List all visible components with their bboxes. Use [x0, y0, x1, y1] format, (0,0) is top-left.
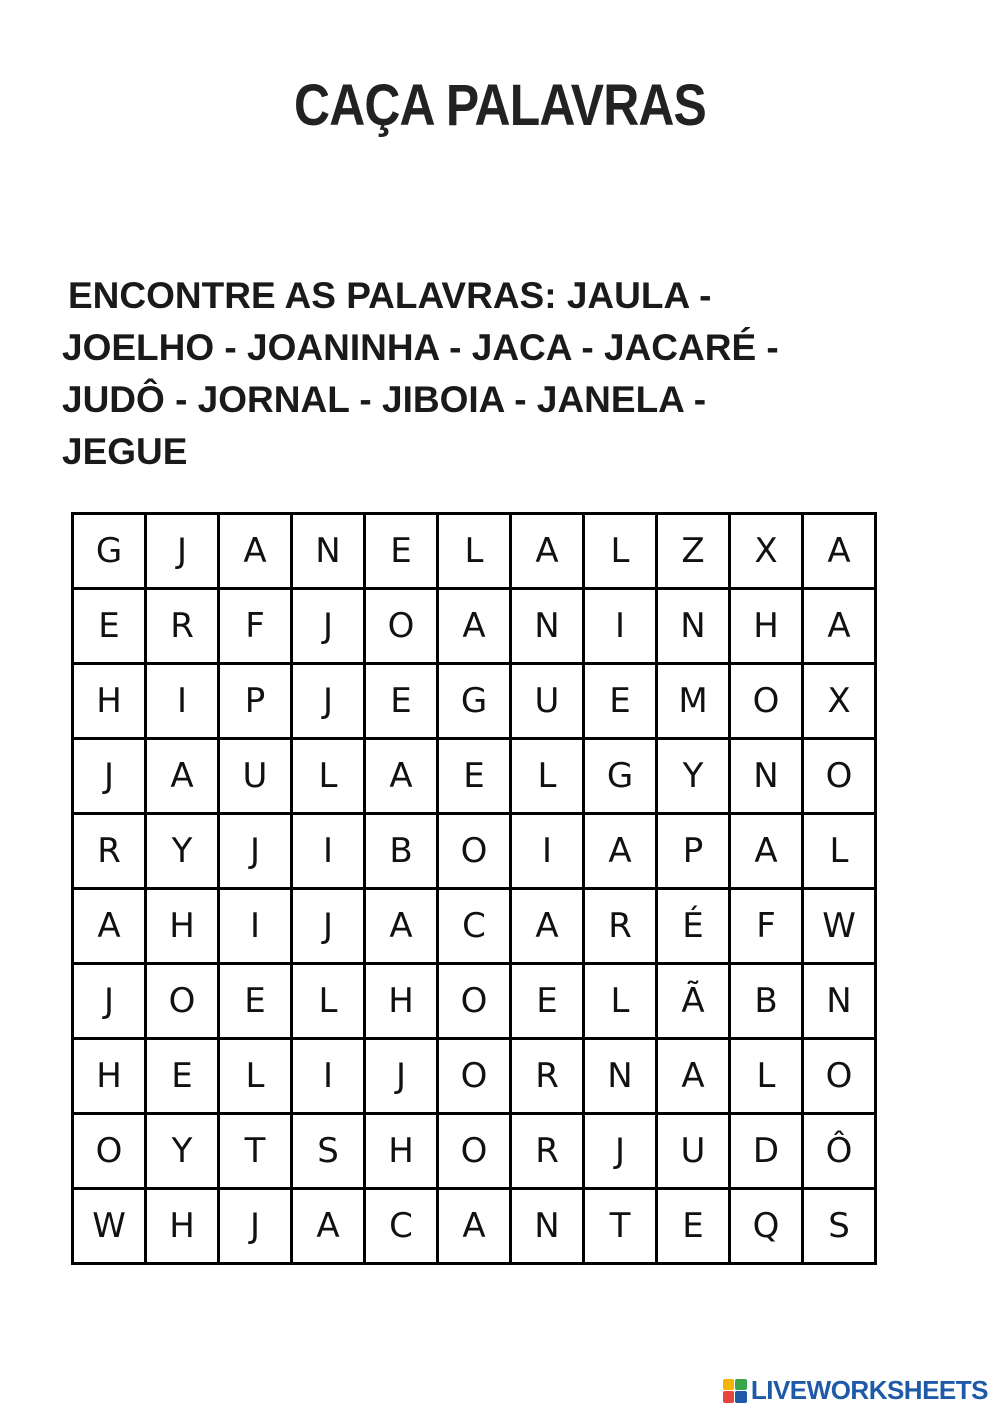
grid-cell[interactable]: N [803, 964, 876, 1039]
grid-cell[interactable]: L [511, 739, 584, 814]
grid-cell[interactable]: N [584, 1039, 657, 1114]
grid-cell[interactable]: O [365, 589, 438, 664]
instructions-line-4: JEGUE [62, 431, 188, 472]
grid-cell[interactable]: E [365, 664, 438, 739]
grid-cell[interactable]: A [803, 589, 876, 664]
grid-cell[interactable]: J [73, 739, 146, 814]
grid-row [73, 1114, 876, 1189]
grid-cell[interactable]: J [365, 1039, 438, 1114]
grid-cell[interactable]: A [730, 814, 803, 889]
grid-cell[interactable]: E [219, 964, 292, 1039]
grid-cell[interactable]: Y [146, 1114, 219, 1189]
grid-cell[interactable]: E [73, 589, 146, 664]
grid-cell[interactable]: I [584, 589, 657, 664]
grid-cell[interactable]: É [657, 889, 730, 964]
grid-cell[interactable]: N [730, 739, 803, 814]
grid-cell[interactable]: Ã [657, 964, 730, 1039]
grid-cell[interactable]: E [511, 964, 584, 1039]
grid-cell[interactable]: J [219, 814, 292, 889]
grid-cell[interactable]: E [365, 514, 438, 589]
grid-row [73, 739, 876, 814]
grid-cell[interactable]: U [657, 1114, 730, 1189]
grid-cell[interactable]: L [584, 964, 657, 1039]
grid-cell[interactable]: O [438, 964, 511, 1039]
grid-cell[interactable]: M [657, 664, 730, 739]
grid-cell[interactable]: F [219, 589, 292, 664]
grid-cell[interactable]: F [730, 889, 803, 964]
grid-cell[interactable]: T [584, 1189, 657, 1264]
grid-cell[interactable]: J [73, 964, 146, 1039]
liveworksheets-logo [723, 1375, 988, 1406]
grid-row [73, 1039, 876, 1114]
grid-cell[interactable]: N [292, 514, 365, 589]
grid-cell[interactable]: L [730, 1039, 803, 1114]
grid-cell[interactable]: A [365, 739, 438, 814]
grid-cell[interactable]: Z [657, 514, 730, 589]
grid-cell[interactable]: N [511, 589, 584, 664]
word-list-instructions [62, 270, 942, 478]
grid-cell[interactable]: A [511, 889, 584, 964]
grid-row [73, 589, 876, 664]
grid-cell[interactable]: R [146, 589, 219, 664]
grid-cell[interactable]: N [657, 589, 730, 664]
grid-cell[interactable]: S [803, 1189, 876, 1264]
grid-cell[interactable]: I [146, 664, 219, 739]
grid-cell[interactable]: W [803, 889, 876, 964]
grid-cell[interactable]: B [730, 964, 803, 1039]
grid-cell[interactable]: S [292, 1114, 365, 1189]
grid-cell[interactable]: L [803, 814, 876, 889]
grid-cell[interactable]: A [73, 889, 146, 964]
grid-cell[interactable]: H [365, 964, 438, 1039]
grid-cell[interactable]: Q [730, 1189, 803, 1264]
grid-cell[interactable]: L [219, 1039, 292, 1114]
grid-cell[interactable]: R [73, 814, 146, 889]
grid-cell[interactable]: A [511, 514, 584, 589]
grid-cell[interactable]: X [730, 514, 803, 589]
grid-cell[interactable]: P [219, 664, 292, 739]
grid-cell[interactable]: I [292, 1039, 365, 1114]
page-title: CAÇA PALAVRAS [294, 73, 706, 138]
grid-row [73, 514, 876, 589]
grid-cell[interactable]: A [438, 1189, 511, 1264]
grid-cell[interactable]: A [219, 514, 292, 589]
grid-cell[interactable]: I [219, 889, 292, 964]
grid-cell[interactable]: J [292, 664, 365, 739]
grid-cell[interactable]: X [803, 664, 876, 739]
grid-cell[interactable]: O [73, 1114, 146, 1189]
grid-cell[interactable]: G [438, 664, 511, 739]
grid-cell[interactable]: J [584, 1114, 657, 1189]
grid-cell[interactable]: O [730, 664, 803, 739]
grid-cell[interactable]: A [657, 1039, 730, 1114]
grid-cell[interactable]: E [438, 739, 511, 814]
grid-cell[interactable]: A [803, 514, 876, 589]
liveworksheets-logo-icon [723, 1379, 747, 1403]
grid-cell[interactable]: L [438, 514, 511, 589]
grid-cell[interactable]: L [292, 739, 365, 814]
grid-cell[interactable]: I [511, 814, 584, 889]
grid-row [73, 1189, 876, 1264]
grid-cell[interactable]: A [365, 889, 438, 964]
grid-cell[interactable]: G [584, 739, 657, 814]
grid-row [73, 889, 876, 964]
grid-cell[interactable]: G [73, 514, 146, 589]
grid-cell[interactable]: P [657, 814, 730, 889]
liveworksheets-logo-text: LIVEWORKSHEETS [750, 1375, 988, 1405]
grid-cell[interactable]: I [292, 814, 365, 889]
grid-cell[interactable]: H [146, 889, 219, 964]
grid-cell[interactable]: C [438, 889, 511, 964]
grid-cell[interactable]: H [146, 1189, 219, 1264]
instructions-line-2: JOELHO - JOANINHA - JACA - JACARÉ - [62, 327, 779, 368]
grid-row [73, 964, 876, 1039]
grid-cell[interactable]: A [584, 814, 657, 889]
grid-cell[interactable]: H [73, 1039, 146, 1114]
grid-row [73, 664, 876, 739]
grid-row [73, 814, 876, 889]
grid-cell[interactable]: N [511, 1189, 584, 1264]
grid-cell[interactable]: U [511, 664, 584, 739]
grid-cell[interactable]: A [438, 589, 511, 664]
grid-cell[interactable]: O [438, 814, 511, 889]
grid-cell[interactable]: L [292, 964, 365, 1039]
grid-cell[interactable]: R [511, 1114, 584, 1189]
grid-cell[interactable]: E [584, 664, 657, 739]
grid-cell[interactable]: E [657, 1189, 730, 1264]
word-search-grid[interactable] [71, 512, 877, 1265]
grid-cell[interactable]: Y [146, 814, 219, 889]
grid-cell[interactable]: O [438, 1114, 511, 1189]
grid-cell[interactable]: D [730, 1114, 803, 1189]
grid-cell[interactable]: H [73, 664, 146, 739]
grid-cell[interactable]: T [219, 1114, 292, 1189]
grid-cell[interactable]: Y [657, 739, 730, 814]
grid-cell[interactable]: Ô [803, 1114, 876, 1189]
grid-cell[interactable]: R [511, 1039, 584, 1114]
grid-cell[interactable]: L [584, 514, 657, 589]
grid-cell[interactable]: O [803, 1039, 876, 1114]
grid-cell[interactable]: W [73, 1189, 146, 1264]
grid-cell[interactable]: J [292, 889, 365, 964]
grid-cell[interactable]: H [730, 589, 803, 664]
grid-cell[interactable]: E [146, 1039, 219, 1114]
grid-cell[interactable]: C [365, 1189, 438, 1264]
grid-cell[interactable]: O [438, 1039, 511, 1114]
grid-cell[interactable]: H [365, 1114, 438, 1189]
grid-cell[interactable]: J [219, 1189, 292, 1264]
grid-cell[interactable]: J [146, 514, 219, 589]
instructions-line-3: JUDÔ - JORNAL - JIBOIA - JANELA - [62, 379, 707, 420]
grid-cell[interactable]: A [292, 1189, 365, 1264]
instructions-line-1: ENCONTRE AS PALAVRAS: JAULA - [68, 275, 712, 316]
grid-cell[interactable]: A [146, 739, 219, 814]
grid-cell[interactable]: R [584, 889, 657, 964]
grid-cell[interactable]: U [219, 739, 292, 814]
grid-cell[interactable]: B [365, 814, 438, 889]
grid-cell[interactable]: J [292, 589, 365, 664]
grid-cell[interactable]: O [803, 739, 876, 814]
grid-cell[interactable]: O [146, 964, 219, 1039]
